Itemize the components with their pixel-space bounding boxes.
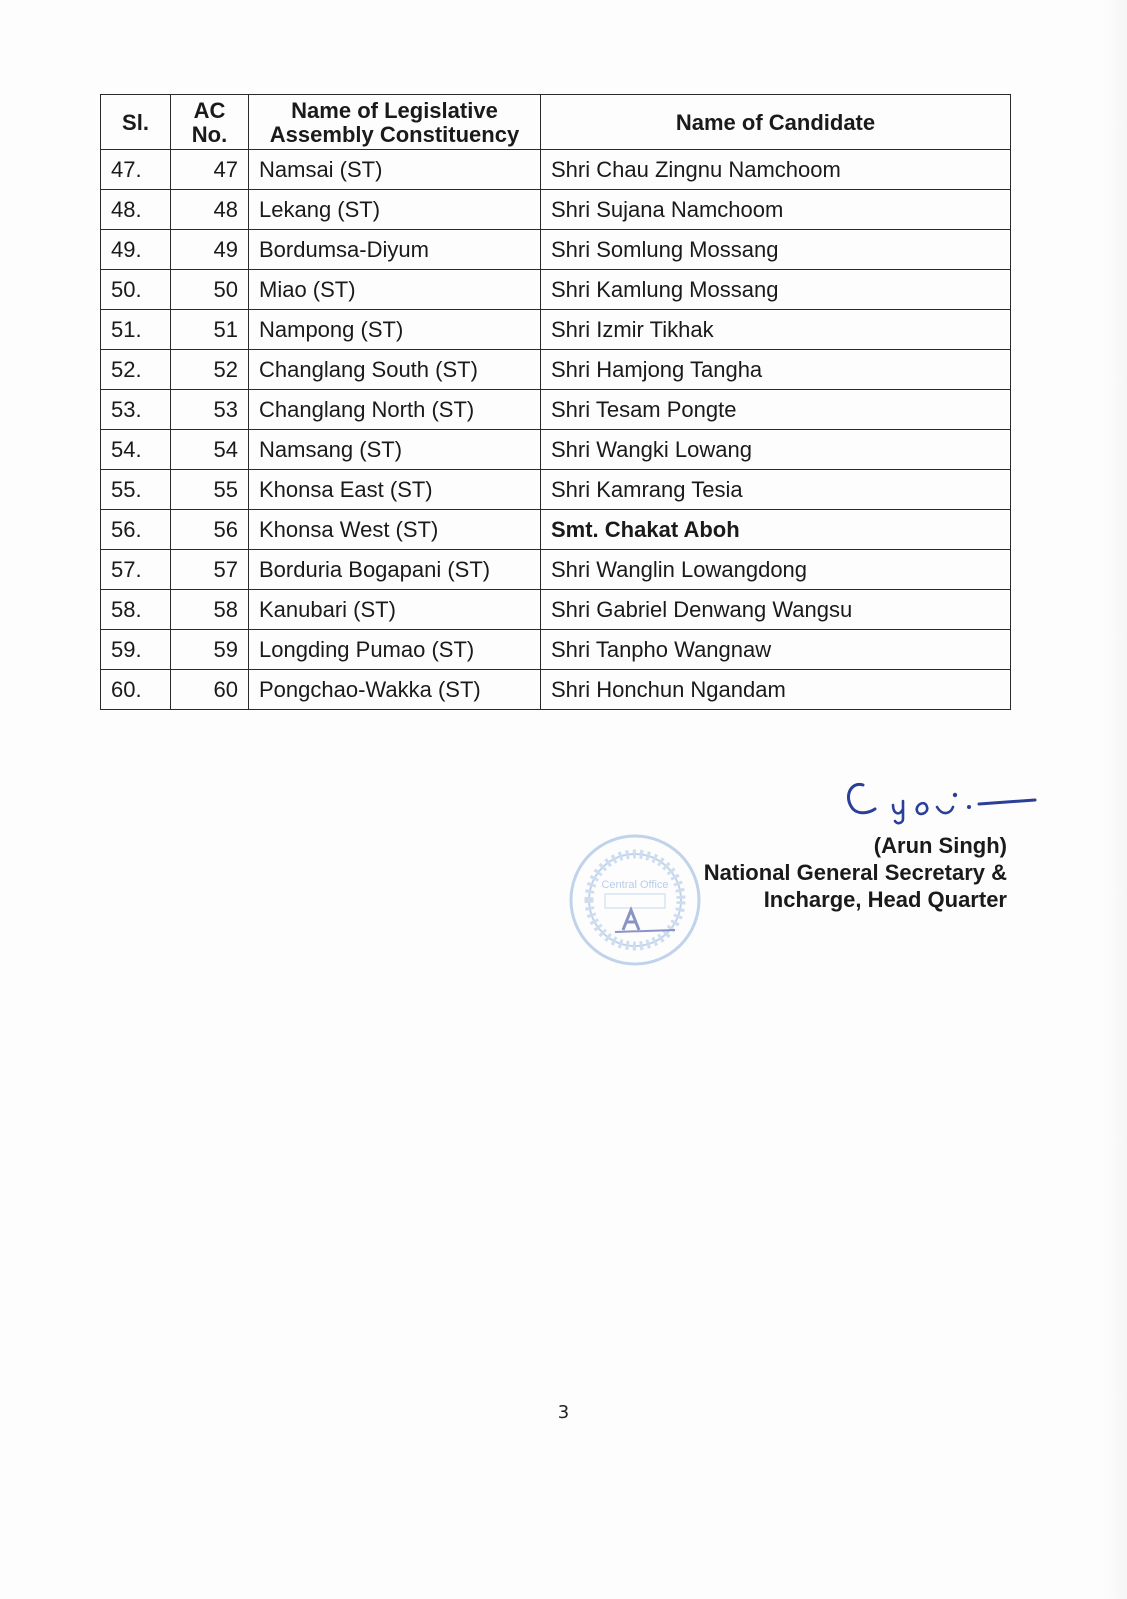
table-row xyxy=(101,470,1011,510)
cell-constituency: Miao (ST) xyxy=(249,270,541,310)
cell-constituency: Bordumsa-Diyum xyxy=(249,230,541,270)
cell-candidate: Smt. Chakat Aboh xyxy=(541,510,1011,550)
cell-ac-no: 56 xyxy=(171,510,249,550)
cell-sl: 47. xyxy=(101,150,171,190)
header-constituency xyxy=(249,95,541,150)
header-constituency-line1: Name of Legislative xyxy=(291,97,498,123)
header-ac-line1: AC xyxy=(193,97,226,123)
cell-sl: 55. xyxy=(101,470,171,510)
table-row xyxy=(101,510,1011,550)
table-row xyxy=(101,270,1011,310)
cell-constituency: Namsai (ST) xyxy=(249,150,541,190)
page-edge-shadow xyxy=(1105,0,1127,1599)
cell-candidate: Shri Izmir Tikhak xyxy=(541,310,1011,350)
cell-constituency: Nampong (ST) xyxy=(249,310,541,350)
cell-ac-no: 55 xyxy=(171,470,249,510)
cell-ac-no: 53 xyxy=(171,390,249,430)
table-row xyxy=(101,350,1011,390)
cell-sl: 59. xyxy=(101,630,171,670)
cell-constituency: Khonsa West (ST) xyxy=(249,510,541,550)
cell-ac-no: 59 xyxy=(171,630,249,670)
table-header xyxy=(101,95,1011,150)
table-row xyxy=(101,630,1011,670)
table-header-row xyxy=(101,95,1011,150)
header-candidate xyxy=(541,95,1011,150)
handwritten-signature-icon xyxy=(845,777,1045,837)
cell-sl: 53. xyxy=(101,390,171,430)
table-row xyxy=(101,550,1011,590)
cell-candidate: Shri Tanpho Wangnaw xyxy=(541,630,1011,670)
header-sl xyxy=(101,95,171,150)
cell-constituency: Namsang (ST) xyxy=(249,430,541,470)
cell-sl: 56. xyxy=(101,510,171,550)
header-candidate-label: Name of Candidate xyxy=(675,109,876,135)
cell-ac-no: 50 xyxy=(171,270,249,310)
cell-ac-no: 48 xyxy=(171,190,249,230)
cell-ac-no: 57 xyxy=(171,550,249,590)
header-constituency-line2: Assembly Constituency xyxy=(269,121,520,147)
cell-sl: 57. xyxy=(101,550,171,590)
cell-constituency: Kanubari (ST) xyxy=(249,590,541,630)
cell-ac-no: 54 xyxy=(171,430,249,470)
table-row xyxy=(101,430,1011,470)
table-row xyxy=(101,590,1011,630)
header-ac-no xyxy=(171,95,249,150)
cell-constituency: Borduria Bogapani (ST) xyxy=(249,550,541,590)
header-sl-label: Sl. xyxy=(122,109,149,135)
cell-candidate: Shri Hamjong Tangha xyxy=(541,350,1011,390)
cell-candidate: Shri Kamrang Tesia xyxy=(541,470,1011,510)
party-seal-stamp-icon xyxy=(565,830,705,970)
cell-candidate: Shri Chau Zingnu Namchoom xyxy=(541,150,1011,190)
cell-sl: 60. xyxy=(101,670,171,710)
cell-candidate: Shri Honchun Ngandam xyxy=(541,670,1011,710)
cell-sl: 58. xyxy=(101,590,171,630)
cell-candidate: Shri Wangki Lowang xyxy=(541,430,1011,470)
table-row xyxy=(101,670,1011,710)
signatory-title-line2: Incharge, Head Quarter xyxy=(763,887,1007,912)
cell-sl: 49. xyxy=(101,230,171,270)
table-row xyxy=(101,310,1011,350)
signatory-title-line1: National General Secretary & xyxy=(703,860,1007,885)
stamp-text: Central Office xyxy=(601,879,669,891)
cell-constituency: Changlang North (ST) xyxy=(249,390,541,430)
table-row xyxy=(101,150,1011,190)
cell-constituency: Lekang (ST) xyxy=(249,190,541,230)
signatory-name: (Arun Singh) xyxy=(873,833,1007,858)
cell-sl: 50. xyxy=(101,270,171,310)
cell-ac-no: 51 xyxy=(171,310,249,350)
cell-constituency: Khonsa East (ST) xyxy=(249,470,541,510)
cell-sl: 54. xyxy=(101,430,171,470)
cell-ac-no: 49 xyxy=(171,230,249,270)
table-body xyxy=(101,150,1011,710)
cell-candidate: Shri Wanglin Lowangdong xyxy=(541,550,1011,590)
cell-candidate: Shri Sujana Namchoom xyxy=(541,190,1011,230)
table-row xyxy=(101,230,1011,270)
cell-constituency: Longding Pumao (ST) xyxy=(249,630,541,670)
cell-candidate: Shri Somlung Mossang xyxy=(541,230,1011,270)
cell-candidate: Shri Gabriel Denwang Wangsu xyxy=(541,590,1011,630)
cell-sl: 52. xyxy=(101,350,171,390)
cell-candidate: Shri Tesam Pongte xyxy=(541,390,1011,430)
cell-ac-no: 47 xyxy=(171,150,249,190)
page-number: 3 xyxy=(557,1402,570,1423)
cell-constituency: Pongchao-Wakka (ST) xyxy=(249,670,541,710)
cell-candidate: Shri Kamlung Mossang xyxy=(541,270,1011,310)
cell-ac-no: 52 xyxy=(171,350,249,390)
cell-sl: 51. xyxy=(101,310,171,350)
header-ac-line2: No. xyxy=(191,121,228,147)
cell-sl: 48. xyxy=(101,190,171,230)
candidate-list-table xyxy=(100,94,1011,710)
cell-ac-no: 58 xyxy=(171,590,249,630)
cell-constituency: Changlang South (ST) xyxy=(249,350,541,390)
table-row xyxy=(101,390,1011,430)
table-row xyxy=(101,190,1011,230)
cell-ac-no: 60 xyxy=(171,670,249,710)
